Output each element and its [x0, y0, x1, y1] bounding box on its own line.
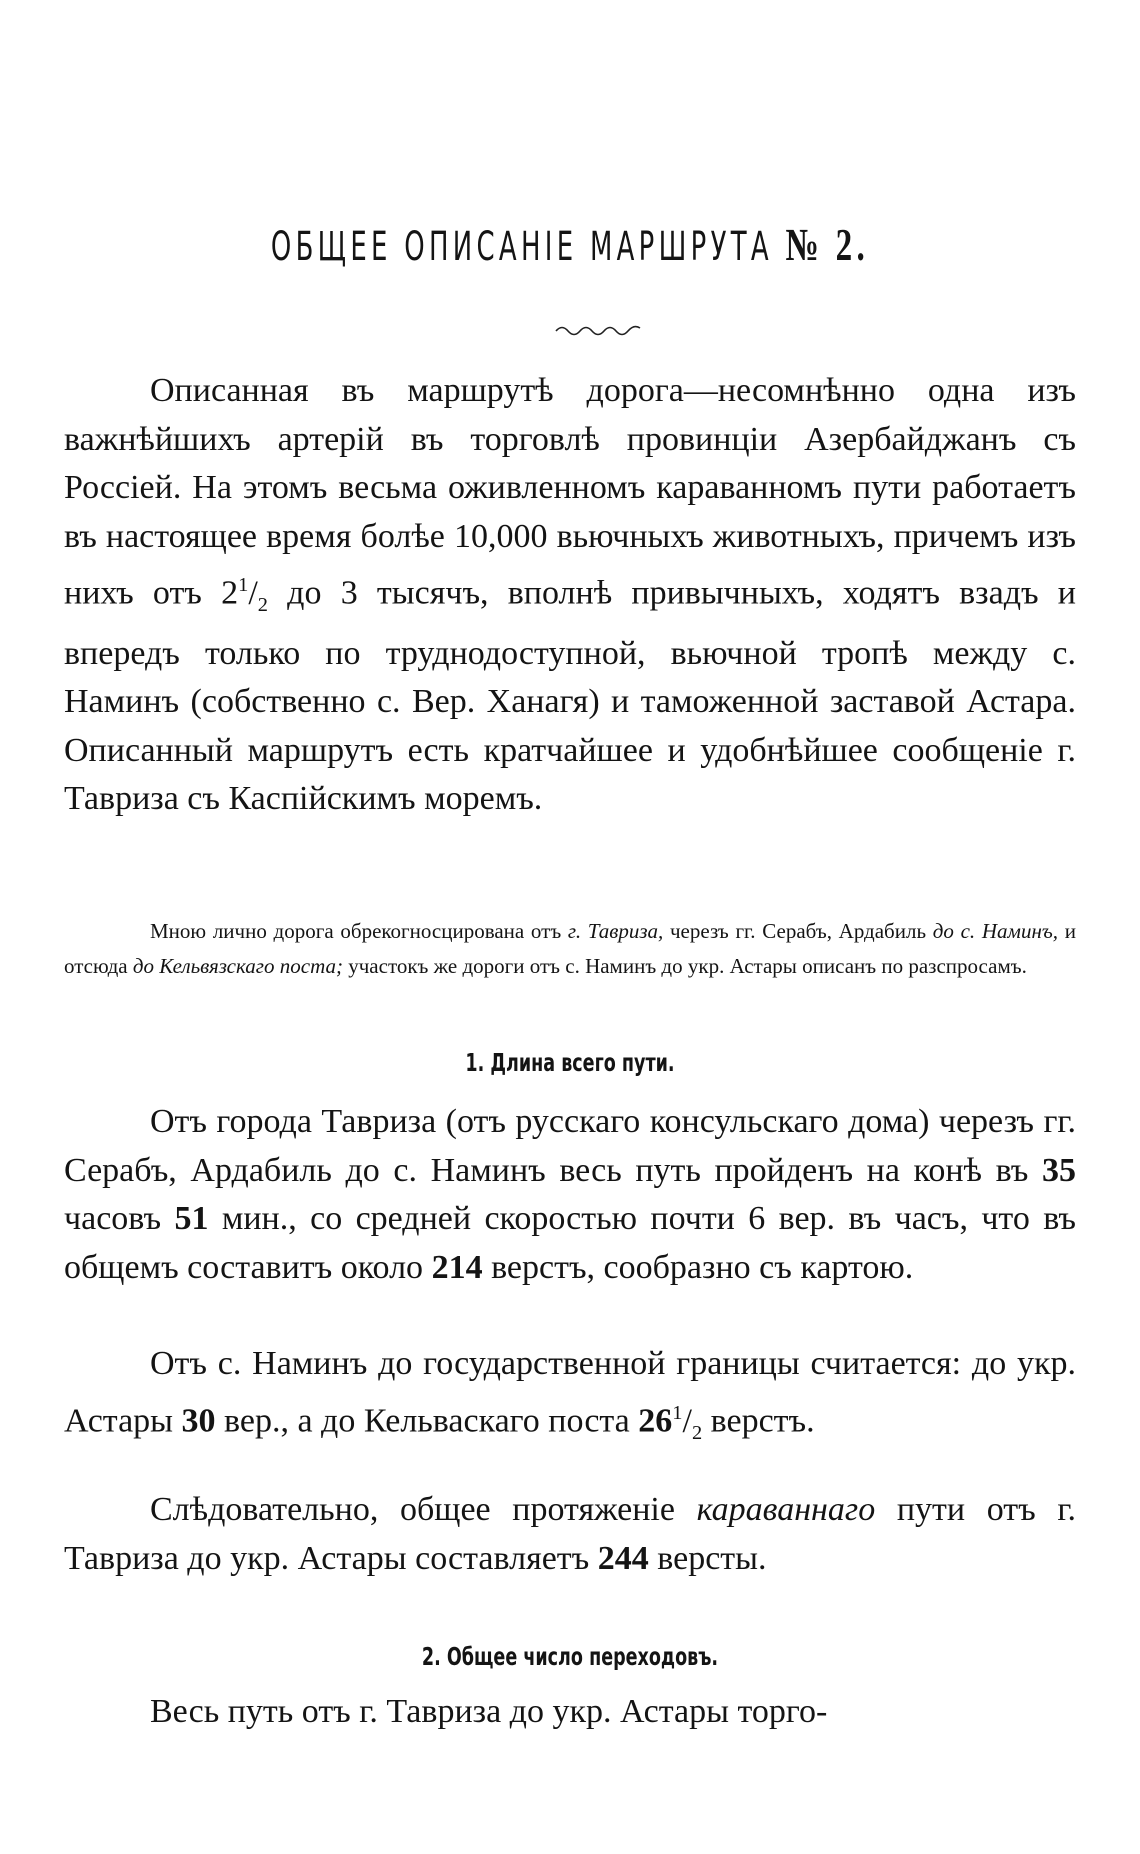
note-italic-2: до с. Наминъ, [932, 919, 1059, 943]
para3-text-1: Отъ с. Наминъ до государственной границы считается: до укр. Астары [64, 1345, 1076, 1439]
astara-distance: 30 [181, 1401, 216, 1439]
distance-value: 214 [431, 1248, 483, 1286]
para4-italic: караваннаго [696, 1491, 876, 1528]
para4-text-1: Слѣдовательно, общее протяженіе [150, 1491, 697, 1528]
para3-text-2: вер., а до Кельваскаго поста [215, 1401, 639, 1439]
note-italic-3: до Кельвязскаго поста; [132, 954, 343, 978]
para2-text-4: верстъ, сообразно съ картою. [482, 1248, 914, 1286]
footnote-paragraph [64, 914, 1076, 984]
page-title [206, 218, 935, 271]
minutes-value: 51 [174, 1200, 209, 1237]
note-text-2: черезъ гг. Серабъ, Ардабиль [663, 919, 933, 943]
note-text-3: и отсюда [64, 919, 1076, 978]
section-heading-1: 1. Длина всего пути. [465, 1048, 675, 1077]
border-distance-paragraph: Отъ с. Наминъ до государственной границы считается: до укр. Астары 30 вер., а до Кельваскаго поста $26^1/_2$ верстъ. [64, 1345, 1076, 1444]
fraction-denominator: 2 [257, 594, 268, 617]
ornament-divider-icon [554, 322, 644, 336]
para2-text-2: часовъ [64, 1200, 175, 1237]
post-distance: 26 [638, 1401, 673, 1439]
fraction-numerator: 1 [238, 574, 249, 596]
route-length-paragraph [64, 1098, 1076, 1292]
book-page [64, 0, 1076, 1854]
hours-value: 35 [1042, 1151, 1076, 1189]
note-text-4: участокъ же дороги отъ с. Наминъ до укр. Астары описанъ по разспросамъ. [342, 954, 1027, 978]
total-distance: 244 [597, 1539, 649, 1577]
fraction-numerator: 1 [672, 1401, 683, 1424]
para3-text-3: верстъ. [702, 1401, 815, 1439]
para2-text-3: мин., со средней скоростью почти 6 вер. въ часъ, что въ общемъ составитъ около [64, 1200, 1076, 1286]
section-heading-2: 2. Общее число переходовъ. [421, 1642, 719, 1671]
intro-text: Описанная въ маршрутѣ дорога—несомнѣнно одна изъ важнѣйшихъ артерій въ торговлѣ провинціи Азербайджанъ съ Россіей. На этомъ весьма оживленномъ караванномъ пути работаетъ въ настоящее время болѣе 10,000 вьючныхъ животныхъ, причемъ изъ нихъ отъ 2 [64, 372, 1076, 612]
note-text-1: Мною лично дорога обрекогносцирована отъ [150, 919, 568, 943]
para2-text-1: Отъ города Тавриза (отъ русскаго консульскаго дома) черезъ гг. Серабъ, Ардабиль до с. Наминъ весь путь пройденъ на конѣ въ [64, 1103, 1076, 1189]
stages-paragraph [64, 1688, 1076, 1737]
title-number: № 2. [785, 219, 870, 270]
intro-text-continued: до 3 тысячъ, вполнѣ привычныхъ, ходятъ взадъ и впередъ только по труднодоступной, вьючной тропѣ между с. Наминъ (собственно с. Вер. Ханагя) и таможенной заставой Астара. Описанный маршрутъ есть кратчайшее и удобнѣйшее сообщеніе г. Тавриза съ Каспійскимъ моремъ. [64, 574, 1076, 818]
fraction-denominator: 2 [691, 1421, 703, 1444]
total-length-paragraph [64, 1486, 1076, 1583]
note-italic-1: г. Тавриза, [567, 919, 664, 943]
para4-text-3: версты. [648, 1539, 767, 1577]
para5-text: Весь путь отъ г. Тавриза до укр. Астары торго- [150, 1693, 828, 1730]
title-text: ОБЩЕЕ ОПИСАНІЕ МАРШРУТА [270, 224, 773, 270]
para4-text-2: пути отъ г. Тавриза до укр. Астары составляетъ [64, 1491, 1076, 1577]
intro-paragraph: Описанная въ маршрутѣ дорога—несомнѣнно одна изъ важнѣйшихъ артерій въ торговлѣ провинціи Азербайджанъ съ Россіей. На этомъ весьма оживленномъ караванномъ пути работаетъ въ настоящее время болѣе 10,000 вьючныхъ животныхъ, причемъ изъ нихъ отъ $2^1/_2$ до 3 тысячъ, вполнѣ привычныхъ, ходятъ взадъ и впередъ только по труднодоступной, вьючной тропѣ между с. Наминъ (собственно с. Вер. Ханагя) и таможенной заставой Астара. Описанный маршрутъ есть кратчайшее и удобнѣйшее сообщеніе г. Тавриза съ Каспійскимъ моремъ. [64, 372, 1076, 818]
